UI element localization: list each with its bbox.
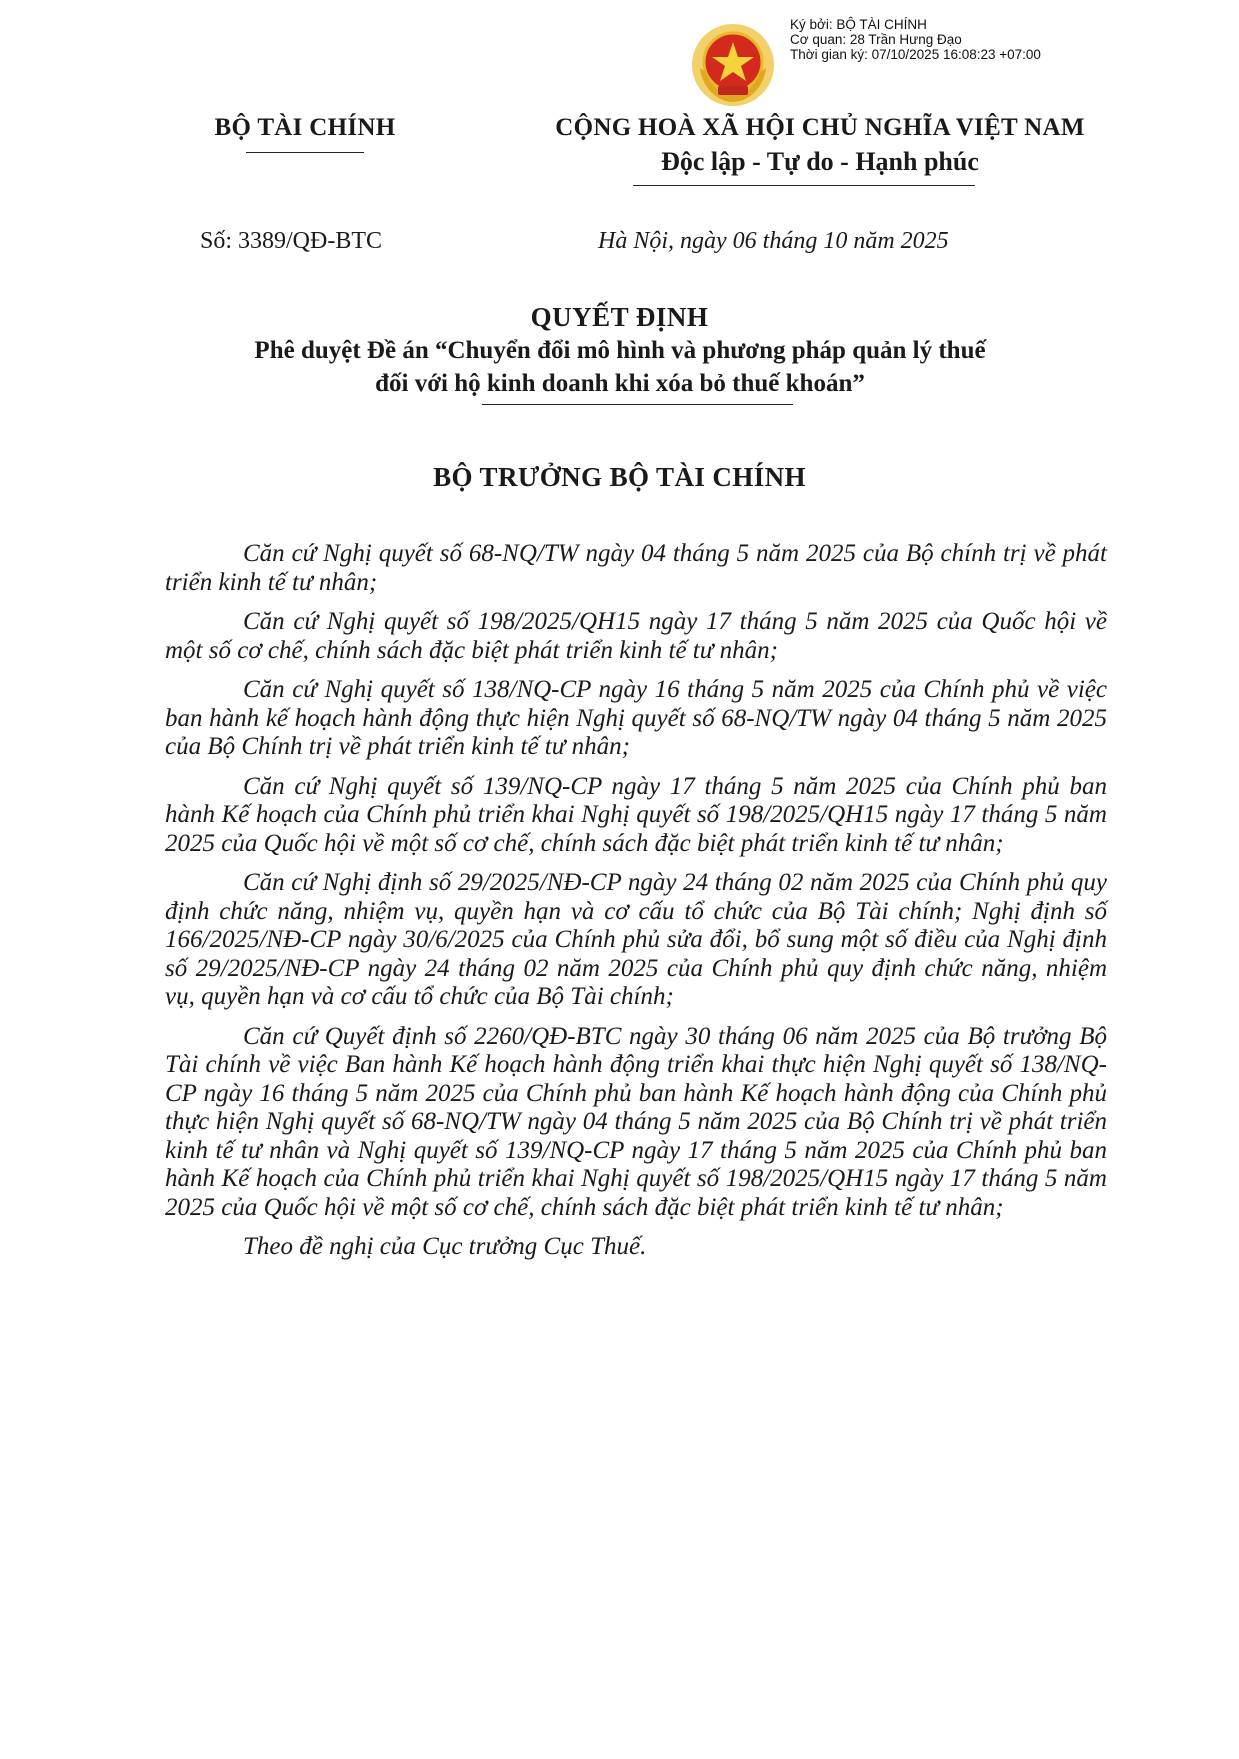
signature-agency: Cơ quan: 28 Trần Hưng Đạo (790, 32, 962, 47)
agency-underline (246, 152, 364, 153)
document-number: Số: 3389/QĐ-BTC (200, 228, 383, 254)
issuing-agency: BỘ TÀI CHÍNH (214, 114, 396, 141)
place-date: Hà Nội, ngày 06 tháng 10 năm 2025 (598, 228, 949, 254)
proposal-paragraph: Theo đề nghị của Cục trưởng Cục Thuế. (243, 1233, 647, 1260)
subject-underline (482, 404, 793, 405)
legal-basis-paragraph: Căn cứ Nghị định số 29/2025/NĐ-CP ngày 24 tháng 02 năm 2025 của Chính phủ quy định chức năng, nhiệm vụ, quyền hạn và cơ cấu tổ chức của Bộ Tài chính; Nghị định số 166/2025/NĐ-CP ngày 30/6/2025 của Chính phủ sửa đổi, bổ sung một số điều của Nghị định số 29/2025/NĐ-CP ngày 24 tháng 02 năm 2025 của Chính phủ quy định chức năng, nhiệm vụ, quyền hạn và cơ cấu tổ chức của Bộ Tài chính; (165, 869, 1107, 1010)
subject-line-1: Phê duyệt Đề án “Chuyển đổi mô hình và phương pháp quản lý thuế (254, 337, 986, 364)
motto-underline (633, 185, 975, 186)
national-motto: Độc lập - Tự do - Hạnh phúc (661, 147, 979, 176)
legal-basis-paragraph: Căn cứ Quyết định số 2260/QĐ-BTC ngày 30 tháng 06 năm 2025 của Bộ trưởng Bộ Tài chính về việc Ban hành Kế hoạch hành động triển khai thực hiện Nghị quyết số 138/NQ-CP ngày 16 tháng 5 năm 2025 của Chính phủ ban hành Kế hoạch hành động của Chính phủ thực hiện Nghị quyết số 68-NQ/TW ngày 04 tháng 5 năm 2025 của Bộ Chính trị về phát triển kinh tế tư nhân và Nghị quyết số 139/NQ-CP ngày 17 tháng 5 năm 2025 của Chính phủ ban hành Kế hoạch của Chính phủ triển khai Nghị quyết số 198/2025/QH15 ngày 17 tháng 5 năm 2025 của Quốc hội về một số cơ chế, chính sách đặc biệt phát triển kinh tế tư nhân; (165, 1022, 1107, 1221)
national-title: CỘNG HOÀ XÃ HỘI CHỦ NGHĨA VIỆT NAM (555, 114, 1085, 141)
signature-signed-by: Ký bởi: BỘ TÀI CHÍNH (790, 17, 927, 32)
legal-basis-paragraph: Căn cứ Nghị quyết số 68-NQ/TW ngày 04 tháng 5 năm 2025 của Bộ chính trị về phát triển kinh tế tư nhân; (165, 540, 1107, 596)
digital-signature-info (790, 17, 1210, 62)
document-body (165, 540, 1107, 1273)
subject-line-2: đối với hộ kinh doanh khi xóa bỏ thuế khoán” (375, 370, 865, 397)
issuing-authority: BỘ TRƯỞNG BỘ TÀI CHÍNH (433, 462, 806, 492)
document-subject (160, 334, 1080, 400)
signature-time: Thời gian ký: 07/10/2025 16:08:23 +07:00 (790, 47, 1041, 62)
document-type: QUYẾT ĐỊNH (530, 302, 709, 332)
legal-basis-paragraph: Căn cứ Nghị quyết số 198/2025/QH15 ngày 17 tháng 5 năm 2025 của Quốc hội về một số cơ chế, chính sách đặc biệt phát triển kinh tế tư nhân; (165, 608, 1107, 664)
legal-basis-paragraph: Căn cứ Nghị quyết số 139/NQ-CP ngày 17 tháng 5 năm 2025 của Chính phủ ban hành Kế hoạch của Chính phủ triển khai Nghị quyết số 198/2025/QH15 ngày 17 tháng 5 năm 2025 của Quốc hội về một số cơ chế, chính sách đặc biệt phát triển kinh tế tư nhân; (165, 772, 1107, 857)
legal-basis-paragraph: Căn cứ Nghị quyết số 138/NQ-CP ngày 16 tháng 5 năm 2025 của Chính phủ về việc ban hành kế hoạch hành động thực hiện Nghị quyết số 68-NQ/TW ngày 04 tháng 5 năm 2025 của Bộ Chính trị về phát triển kinh tế tư nhân; (165, 676, 1107, 760)
national-emblem-icon (690, 22, 776, 108)
